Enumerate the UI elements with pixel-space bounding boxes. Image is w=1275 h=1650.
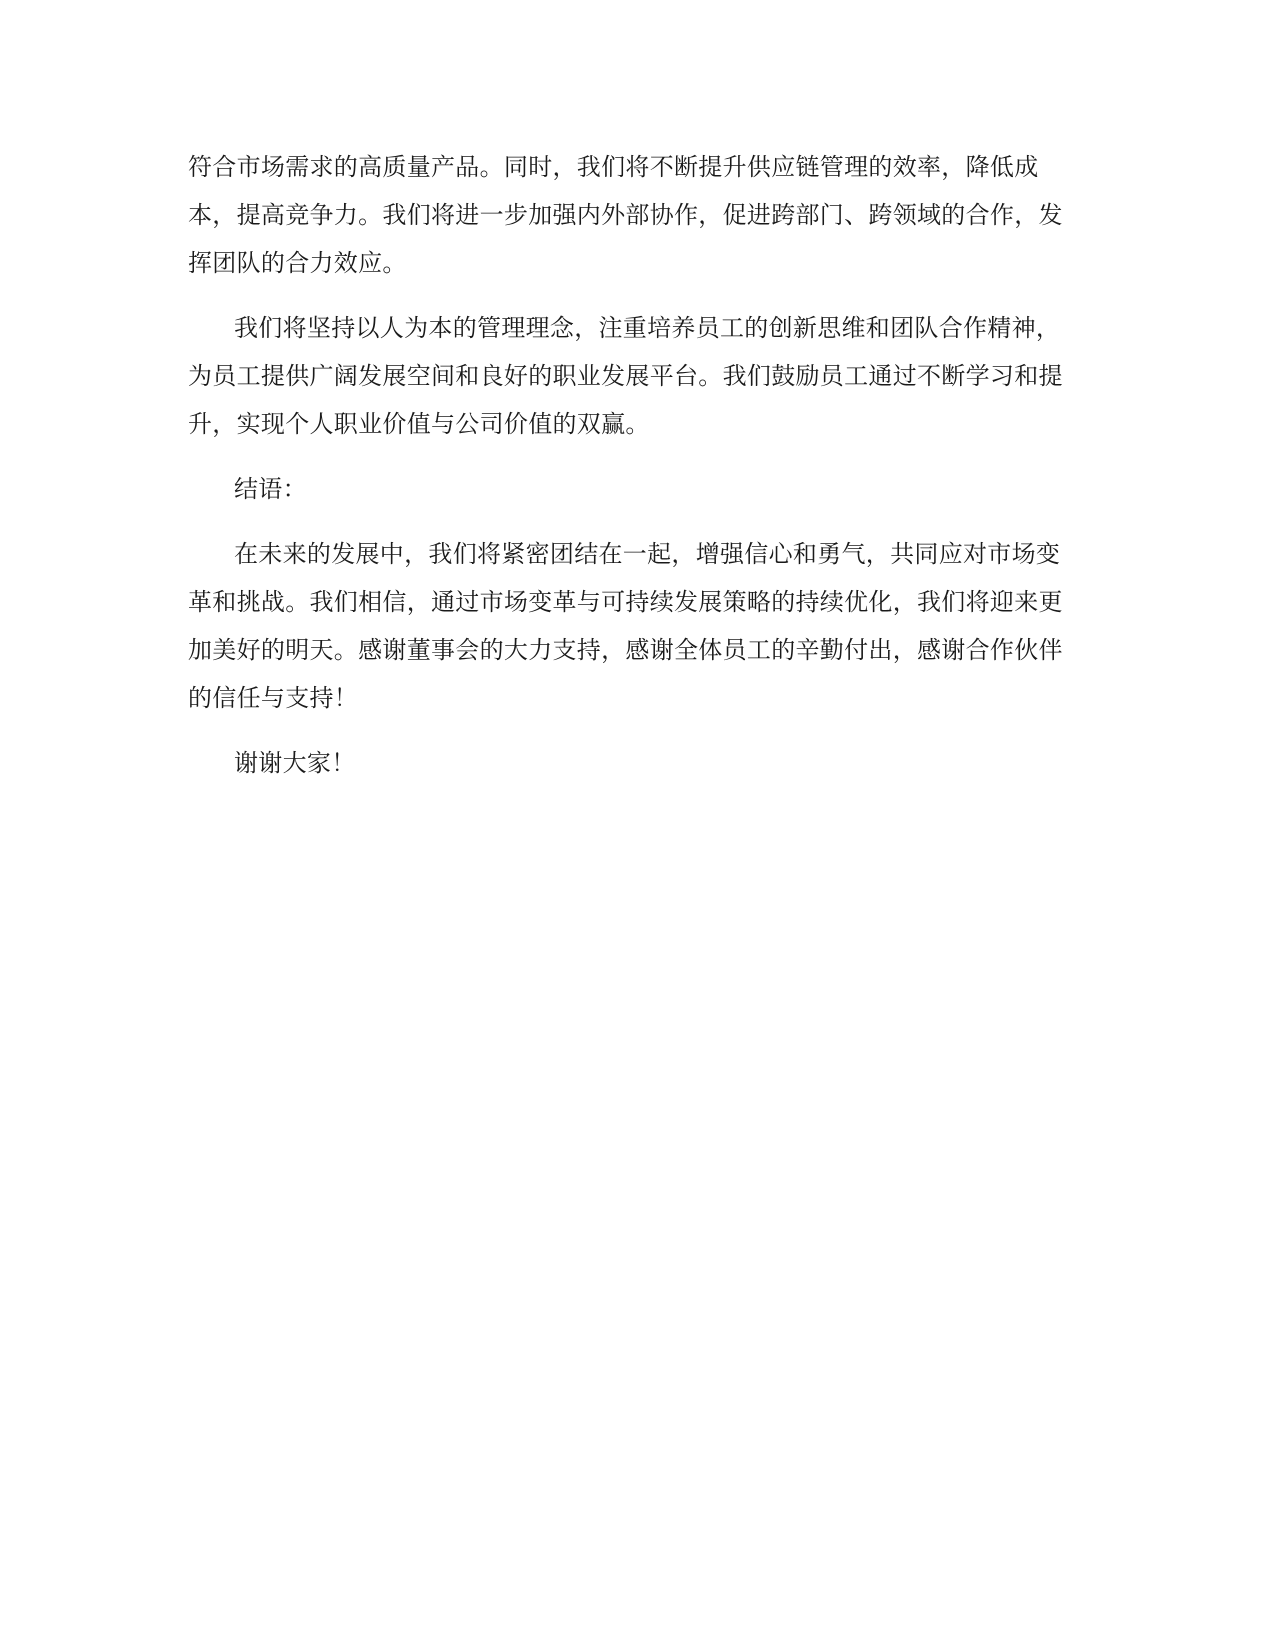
text-line: 符合市场需求的高质量产品。同时，我们将不断提升供应链管理的效率，降低成 — [188, 153, 1039, 181]
text-line: 加美好的明天。感谢董事会的大力支持，感谢全体员工的辛勤付出，感谢合作伙伴 — [188, 636, 1063, 664]
text-line: 在未来的发展中，我们将紧密团结在一起，增强信心和勇气，共同应对市场变 — [234, 540, 1061, 568]
text-line: 谢谢大家！ — [234, 749, 356, 777]
text-line: 升，实现个人职业价值与公司价值的双赢。 — [188, 410, 650, 438]
document-body — [188, 143, 1088, 804]
text-line: 为员工提供广阔发展空间和良好的职业发展平台。我们鼓励员工通过不断学习和提 — [188, 362, 1063, 390]
text-line: 我们将坚持以人为本的管理理念，注重培养员工的创新思维和团队合作精神， — [234, 314, 1061, 342]
text-line: 结语： — [234, 475, 307, 503]
paragraph-conclusion — [188, 530, 1088, 722]
paragraph-management-philosophy — [188, 304, 1088, 448]
text-line: 本，提高竞争力。我们将进一步加强内外部协作，促进跨部门、跨领域的合作，发 — [188, 201, 1063, 229]
closing-thanks — [188, 739, 1088, 787]
conclusion-heading — [188, 465, 1088, 513]
paragraph-continuation — [188, 143, 1088, 287]
text-line: 的信任与支持！ — [188, 684, 359, 712]
text-line: 革和挑战。我们相信，通过市场变革与可持续发展策略的持续优化，我们将迎来更 — [188, 588, 1063, 616]
text-line: 挥团队的合力效应。 — [188, 249, 407, 277]
